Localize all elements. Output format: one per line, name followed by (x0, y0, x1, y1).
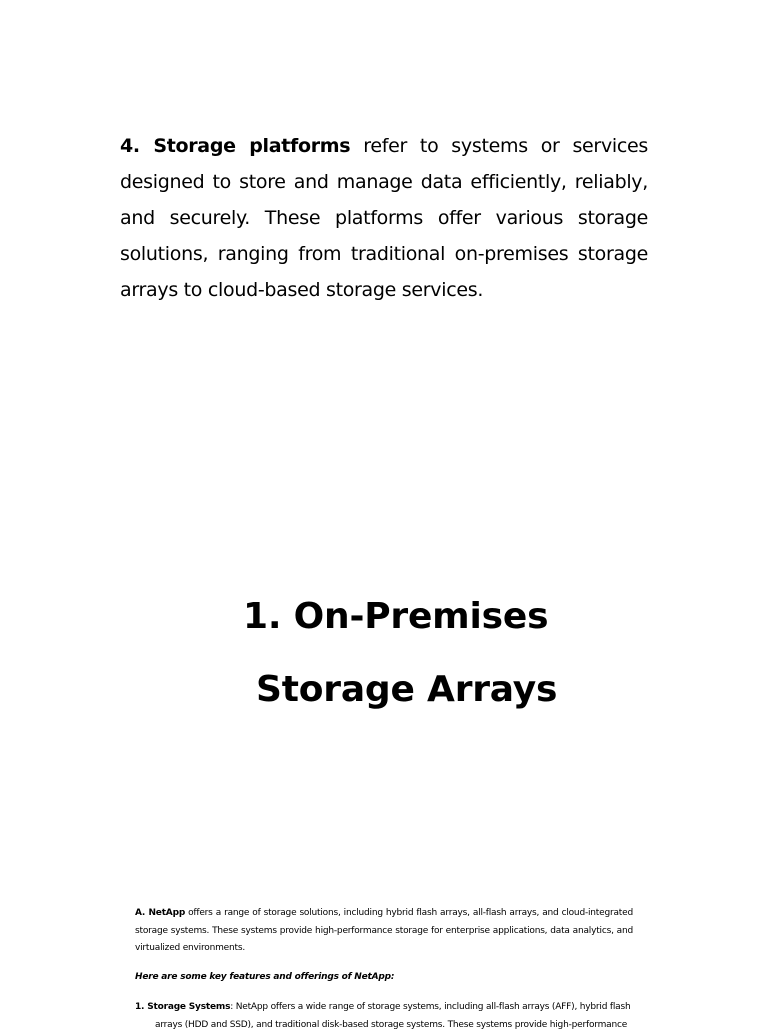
netapp-text: offers a range of storage solutions, including hybrid flash arrays, all-flash arrays, and cloud-integrated storage systems. These systems provide high-performance storage for enterprise applications, data analytics, and virtualized environments. (135, 908, 633, 953)
list-item-lead: 1. Storage Systems (135, 1002, 230, 1012)
list-item (135, 999, 633, 1034)
key-features-heading: Here are some key features and offerings of NetApp: (135, 969, 633, 987)
netapp-lead: A. NetApp (135, 908, 185, 918)
intro-paragraph (120, 128, 648, 308)
section-heading-line-2: Storage Arrays (0, 669, 768, 710)
netapp-paragraph (135, 905, 633, 958)
list-item-text: : NetApp offers a wide range of storage systems, including all-flash arrays (AFF), hybrid flash (230, 1002, 630, 1012)
intro-text: refer to systems or services designed to store and manage data efficiently, reliably, and securely. These platforms offer various storage solutions, ranging from traditional on-premises storage arrays to cloud-based storage services. (120, 135, 648, 301)
list-item-continuation: arrays (HDD and SSD), and traditional disk-based storage systems. These systems provide high-performance (135, 1017, 633, 1034)
intro-lead: 4. Storage platforms (120, 135, 350, 157)
list-item-first-line (135, 999, 633, 1017)
section-heading-line-1: 1. On-Premises (0, 596, 768, 637)
